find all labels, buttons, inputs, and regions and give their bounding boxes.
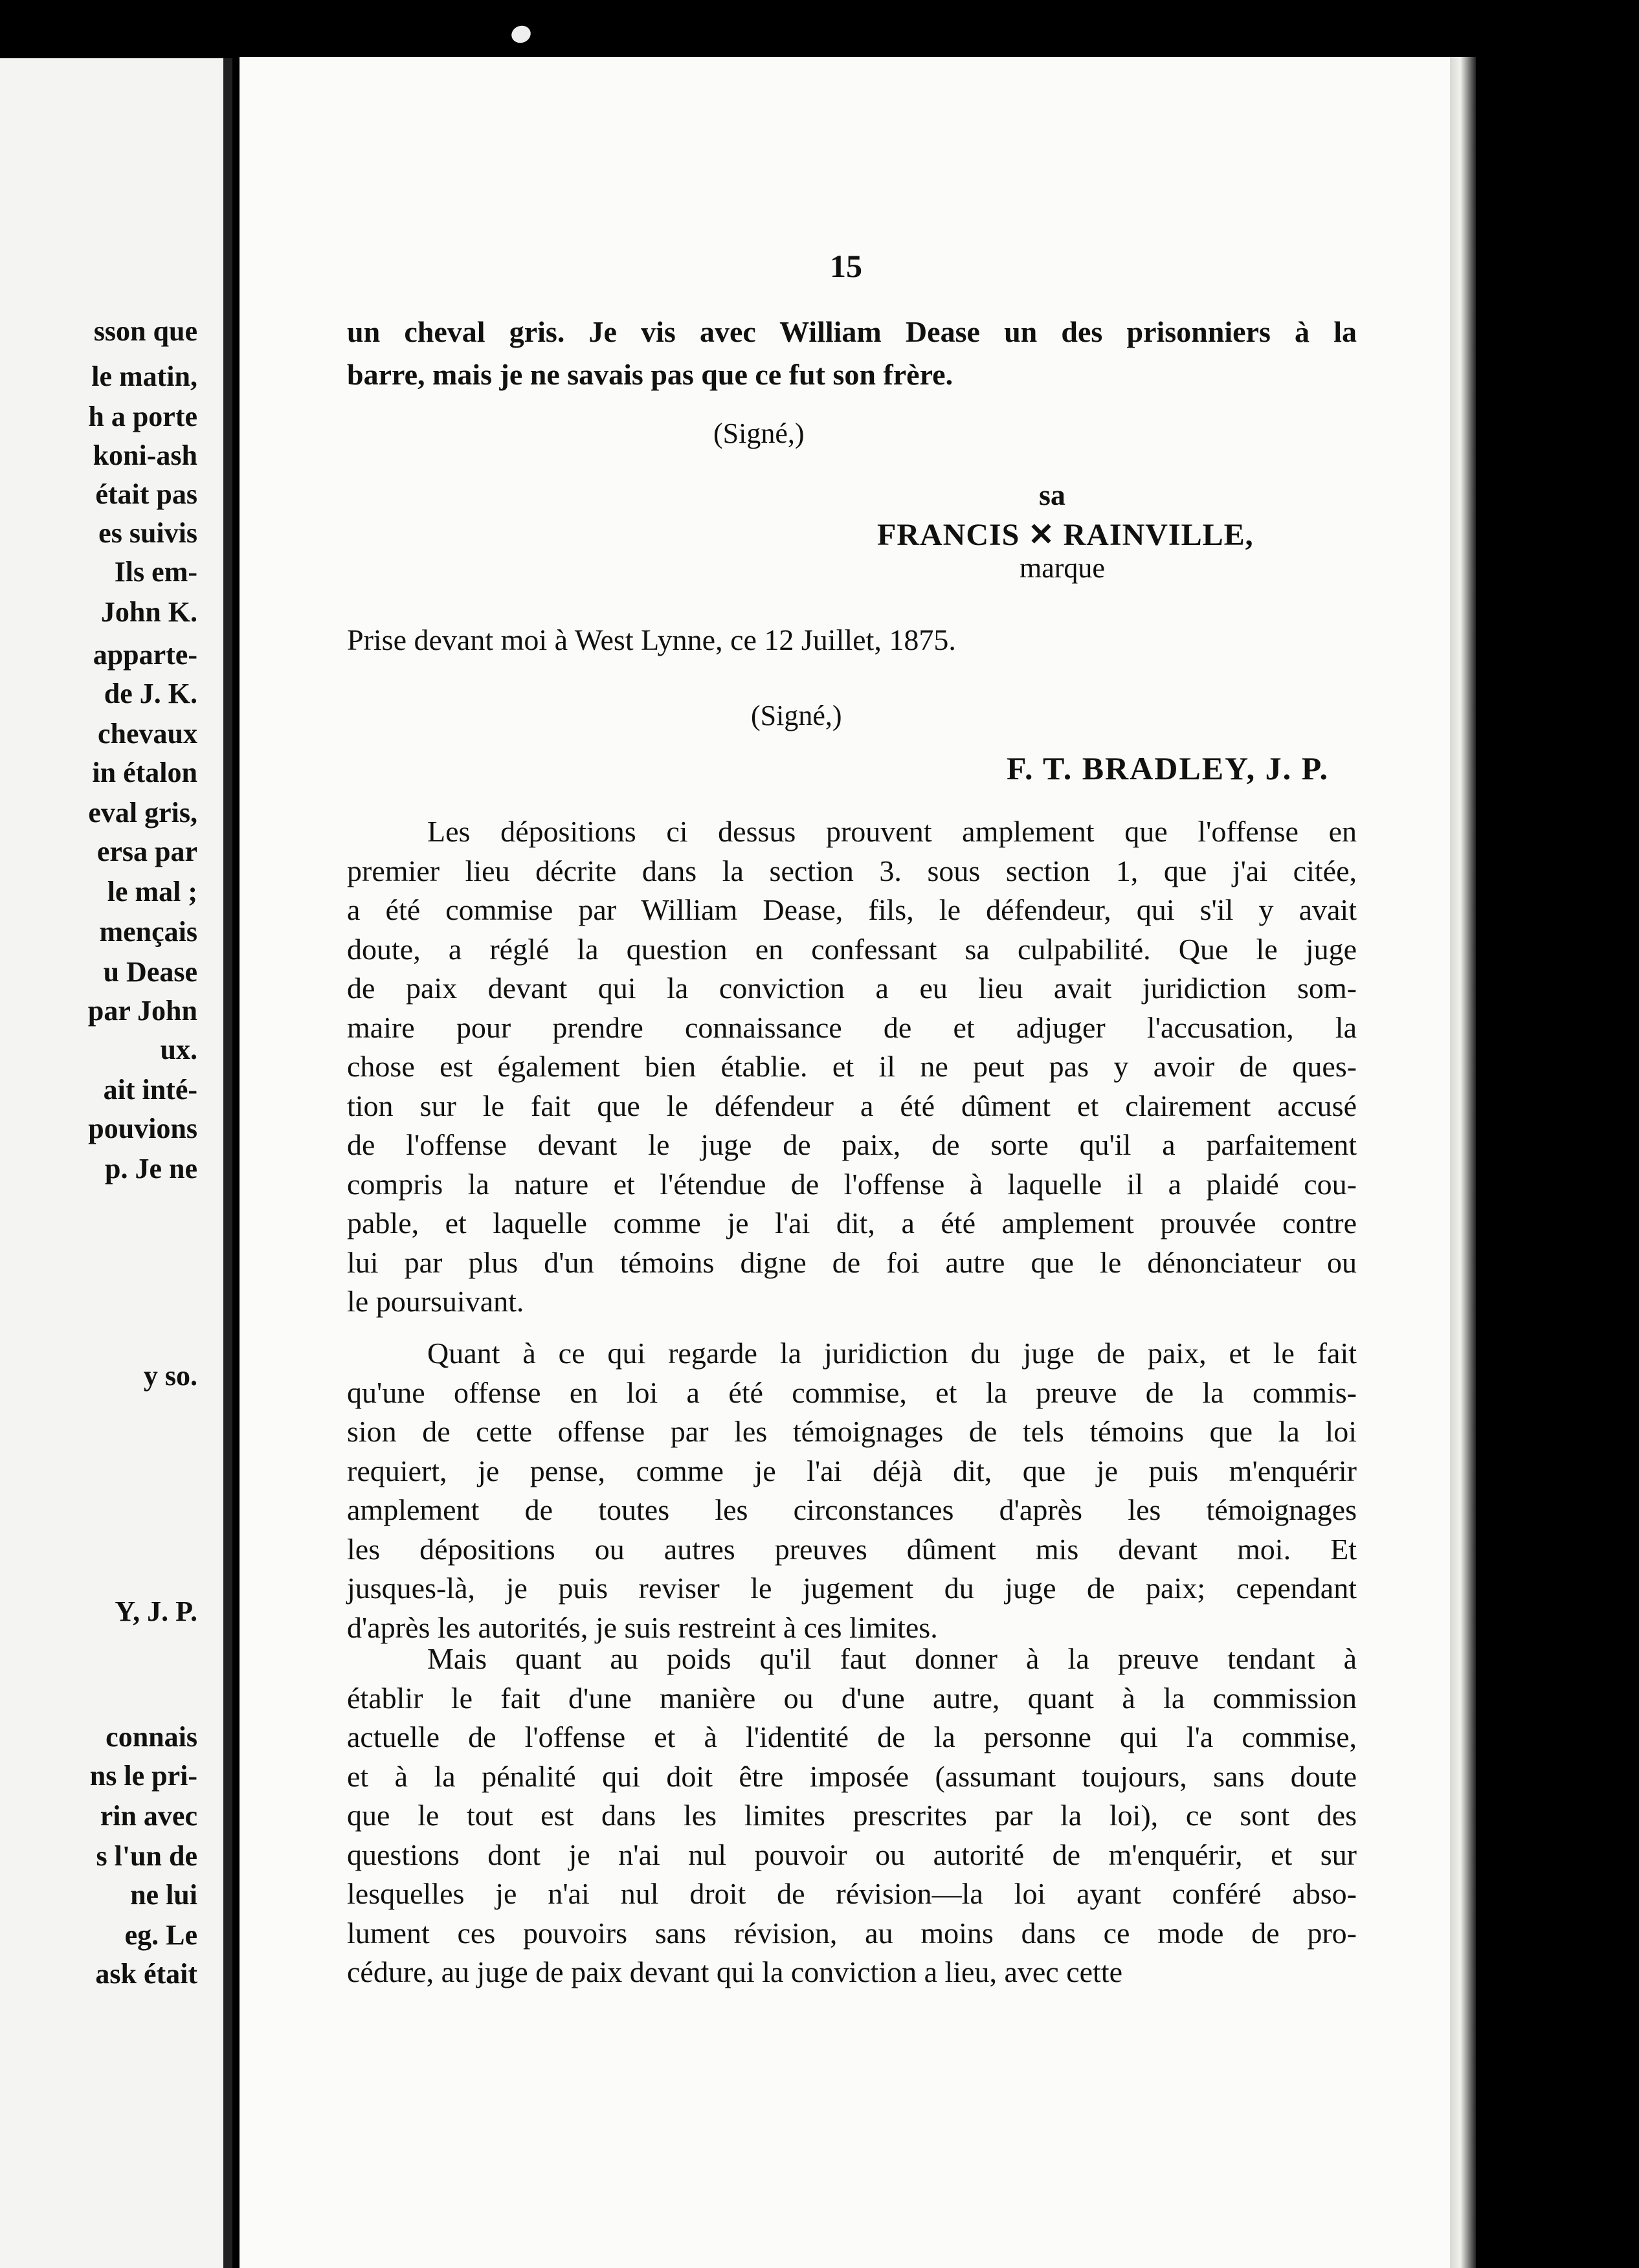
scan-smudge bbox=[509, 23, 533, 46]
signature-marque: marque bbox=[1020, 552, 1105, 584]
paragraph-line: requiert, je pense, comme je l'ai déjà dit, que je puis m'enquérir bbox=[347, 1454, 1357, 1487]
paragraph-line: et à la pénalité qui doit être imposée (assumant toujours, sans doute bbox=[347, 1759, 1357, 1793]
left-page-line: koni-ash bbox=[93, 439, 197, 471]
paragraph-line: que le tout est dans les limites prescrites par la loi), ce sont des bbox=[347, 1799, 1357, 1832]
left-page-line: rin avec bbox=[100, 1800, 197, 1832]
paragraph-line: Quant à ce qui regarde la juridiction du juge de paix, et le fait bbox=[427, 1337, 1357, 1370]
left-page-line: p. Je ne bbox=[105, 1153, 197, 1184]
left-page-line: le mal ; bbox=[107, 876, 197, 907]
left-page-line: eval gris, bbox=[88, 797, 197, 828]
left-page-line: ait inté- bbox=[103, 1074, 197, 1106]
paragraph-line: maire pour prendre connaissance de et adjuger l'accusation, la bbox=[347, 1010, 1357, 1044]
paragraph-line: compris la nature et l'étendue de l'offense à laquelle il a plaidé cou- bbox=[347, 1167, 1357, 1201]
paragraph-line: qu'une offense en loi a été commise, et la preuve de la commis- bbox=[347, 1375, 1357, 1409]
left-page-line: es suivis bbox=[98, 517, 197, 549]
paragraph-line: tion sur le fait que le défendeur a été dûment et clairement accusé bbox=[347, 1089, 1357, 1122]
left-page-line: eg. Le bbox=[124, 1919, 197, 1951]
paragraph-line: Les dépositions ci dessus prouvent amplement que l'offense en bbox=[427, 815, 1357, 848]
paragraph-line: lument ces pouvoirs sans révision, au moins dans ce mode de pro- bbox=[347, 1916, 1357, 1950]
signature-name: FRANCIS ✕ RAINVILLE, bbox=[877, 518, 1254, 552]
sworn-line: Prise devant moi à West Lynne, ce 12 Juillet, 1875. bbox=[347, 623, 956, 656]
paragraph-line: premier lieu décrite dans la section 3. sous section 1, que j'ai citée, bbox=[347, 854, 1357, 887]
previous-page-strip bbox=[0, 58, 232, 2268]
signature-name: F. T. BRADLEY, J. P. bbox=[1007, 750, 1330, 786]
paragraph-line: a été commise par William Dease, fils, le défendeur, qui s'il y avait bbox=[347, 893, 1357, 926]
paragraph-line: Mais quant au poids qu'il faut donner à la preuve tendant à bbox=[427, 1642, 1357, 1675]
page-edge bbox=[1450, 57, 1476, 2268]
left-page-line: mençais bbox=[99, 916, 197, 948]
left-page-line: ne lui bbox=[130, 1879, 197, 1911]
left-page-line: apparte- bbox=[93, 639, 197, 671]
paragraph-line: d'après les autorités, je suis restreint à ces limites. bbox=[347, 1610, 938, 1644]
paragraph-line: établir le fait d'une manière ou d'une autre, quant à la commission bbox=[347, 1681, 1357, 1715]
signature-sa: sa bbox=[1039, 478, 1065, 511]
paragraph-line: amplement de toutes les circonstances d'après les témoignages bbox=[347, 1493, 1357, 1526]
paragraph-line: questions dont je n'ai nul pouvoir ou autorité de m'enquérir, et sur bbox=[347, 1838, 1357, 1871]
paragraph-line: de l'offense devant le juge de paix, de sorte qu'il a parfaitement bbox=[347, 1128, 1357, 1161]
left-page-line: sson que bbox=[93, 315, 197, 347]
paragraph-line: actuelle de l'offense et à l'identité de la personne qui l'a commise, bbox=[347, 1720, 1357, 1753]
left-page-line: était pas bbox=[95, 478, 197, 510]
left-page-line: pouvions bbox=[88, 1113, 197, 1144]
left-page-line: Y, J. P. bbox=[115, 1595, 197, 1627]
paragraph-line: doute, a réglé la question en confessant sa culpabilité. Que le juge bbox=[347, 932, 1357, 966]
paragraph-line: de paix devant qui la conviction a eu lieu avait juridiction som- bbox=[347, 972, 1357, 1005]
text-line: barre, mais je ne savais pas que ce fut son frère. bbox=[347, 358, 953, 391]
left-page-line: de J. K. bbox=[104, 678, 197, 709]
signed-label: (Signé,) bbox=[751, 700, 842, 731]
paragraph-line: lesquelles je n'ai nul droit de révision—la loi ayant conféré abso- bbox=[347, 1877, 1357, 1910]
paragraph-line: le poursuivant. bbox=[347, 1285, 524, 1318]
left-page-line: h a porte bbox=[88, 401, 197, 432]
left-page-line: ns le pri- bbox=[89, 1760, 197, 1792]
paragraph-line: pable, et laquelle comme je l'ai dit, a été amplement prouvée contre bbox=[347, 1206, 1357, 1240]
text-line: un cheval gris. Je vis avec William Dease un des prisonniers à la bbox=[347, 315, 1357, 348]
left-page-line: s l'un de bbox=[96, 1840, 197, 1872]
left-page-line: le matin, bbox=[91, 361, 197, 392]
left-page-line: ask était bbox=[95, 1958, 197, 1990]
paragraph-line: les dépositions ou autres preuves dûment mis devant moi. Et bbox=[347, 1532, 1357, 1566]
left-page-line: ersa par bbox=[96, 836, 197, 867]
paragraph-line: cédure, au juge de paix devant qui la conviction a lieu, avec cette bbox=[347, 1955, 1123, 1988]
left-page-line: Ils em- bbox=[114, 556, 197, 588]
paragraph-line: jusques-là, je puis reviser le jugement du juge de paix; cependant bbox=[347, 1572, 1357, 1605]
left-page-line: par John bbox=[87, 995, 197, 1027]
page-number: 15 bbox=[830, 248, 862, 284]
left-page-line: y so. bbox=[143, 1360, 197, 1392]
left-page-line: chevaux bbox=[98, 718, 197, 750]
left-page-line: connais bbox=[106, 1721, 197, 1753]
left-page-line: ux. bbox=[160, 1034, 197, 1065]
paragraph-line: sion de cette offense par les témoignages de tels témoins que la loi bbox=[347, 1415, 1357, 1448]
signed-label: (Signé,) bbox=[713, 417, 805, 449]
left-page-line: in étalon bbox=[92, 757, 197, 788]
paragraph-line: lui par plus d'un témoins digne de foi autre que le dénonciateur ou bbox=[347, 1245, 1357, 1279]
paragraph-line: chose est également bien établie. et il ne peut pas y avoir de ques- bbox=[347, 1050, 1357, 1083]
left-page-line: John K. bbox=[100, 596, 197, 628]
left-page-line: u Dease bbox=[103, 956, 197, 988]
